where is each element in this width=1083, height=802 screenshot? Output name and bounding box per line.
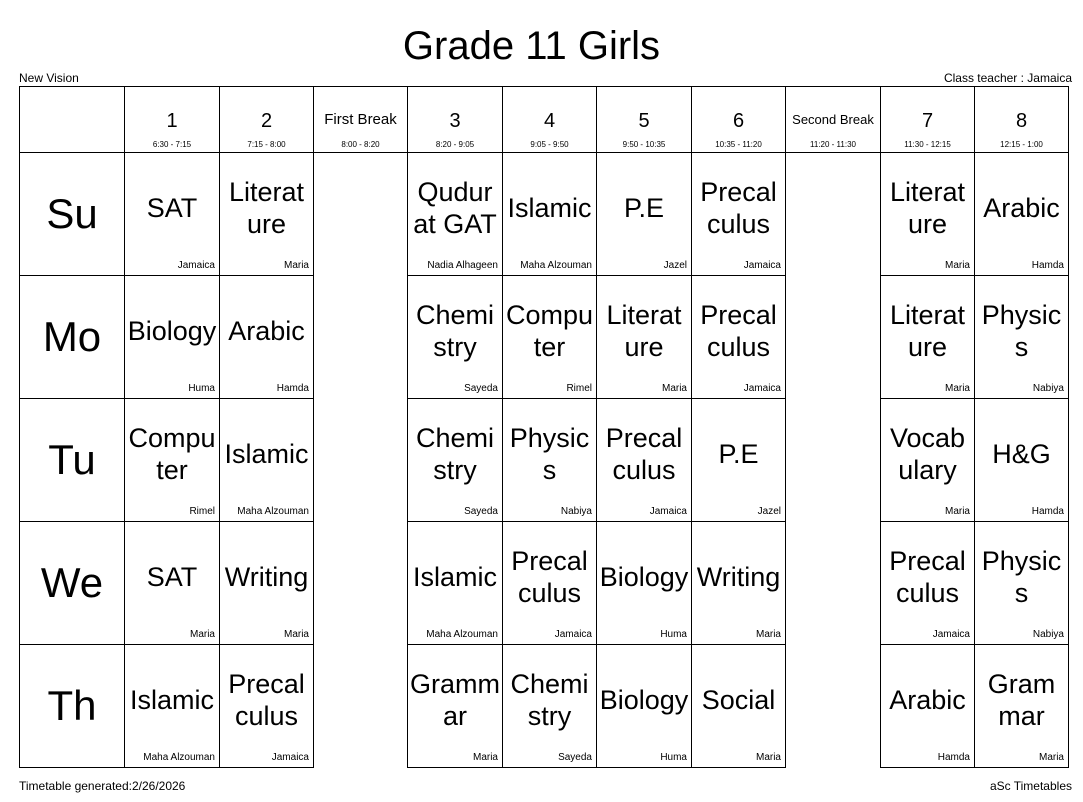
subject-name: Vocabulary: [889, 423, 966, 485]
subject-name: SAT: [146, 562, 198, 592]
lesson-cell: [881, 399, 975, 522]
lesson-cell: [503, 522, 597, 645]
lesson-cell: [220, 153, 314, 276]
subject-name: Literature: [606, 300, 682, 362]
lesson-cell: [408, 645, 503, 768]
subject-name: Qudurat GAT: [413, 177, 497, 239]
subject-name: Islamic: [129, 685, 214, 715]
brand-label: aSc Timetables: [989, 779, 1072, 793]
period-number: 4: [543, 110, 556, 132]
subject-name: Precalculus: [228, 669, 305, 731]
subject-name: P.E: [623, 193, 665, 223]
teacher-name: Maria: [189, 629, 215, 640]
break-cell: [314, 522, 408, 645]
teacher-name: Nabiya: [1032, 383, 1064, 394]
subject-name: Literature: [889, 177, 966, 239]
break-cell: [314, 645, 408, 768]
lesson-cell: [692, 399, 786, 522]
lesson-cell: [597, 153, 692, 276]
lesson-cell: [881, 645, 975, 768]
subject-name: Islamic: [507, 193, 592, 223]
period-header: [692, 87, 786, 153]
period-time: 7:15 - 8:00: [247, 140, 286, 149]
lesson-cell: [692, 522, 786, 645]
teacher-name: Nabiya: [1032, 629, 1064, 640]
day-label: Tu: [20, 399, 125, 522]
subject-name: Writing: [696, 562, 781, 592]
lesson-cell: [408, 276, 503, 399]
lesson-cell: [975, 153, 1069, 276]
teacher-name: Huma: [188, 383, 215, 394]
teacher-name: Jazel: [663, 260, 687, 271]
teacher-name: Maria: [283, 260, 309, 271]
period-time: 11:30 - 12:15: [904, 140, 951, 149]
period-number: 3: [449, 110, 461, 132]
subject-name: Grammar: [410, 669, 500, 731]
teacher-name: Jazel: [757, 506, 781, 517]
subject-name: Chemistry: [415, 300, 495, 362]
lesson-cell: [220, 276, 314, 399]
subject-name: Islamic: [224, 439, 309, 469]
break-header: [314, 87, 408, 153]
lesson-cell: [597, 645, 692, 768]
day-label: Mo: [20, 276, 125, 399]
day-row: [20, 399, 1069, 522]
teacher-name: Huma: [660, 629, 687, 640]
period-number: 1: [166, 110, 178, 132]
break-cell: [786, 522, 881, 645]
teacher-name: Jamaica: [932, 629, 970, 640]
subject-name: Physics: [509, 423, 590, 485]
subject-name: Precalculus: [700, 177, 777, 239]
subject-name: Precalculus: [511, 546, 588, 608]
teacher-name: Maria: [283, 629, 309, 640]
class-teacher-label: Class teacher : Jamaica: [943, 71, 1072, 85]
period-header: [408, 87, 503, 153]
teacher-name: Jamaica: [554, 629, 592, 640]
lesson-cell: [408, 399, 503, 522]
teacher-name: Hamda: [276, 383, 309, 394]
teacher-name: Sayeda: [464, 506, 498, 517]
break-cell: [786, 399, 881, 522]
lesson-cell: [503, 399, 597, 522]
subject-name: Arabic: [983, 193, 1060, 223]
teacher-name: Hamda: [937, 752, 970, 763]
period-time: 8:00 - 8:20: [341, 140, 380, 149]
teacher-name: Maria: [661, 383, 687, 394]
lesson-cell: [125, 645, 220, 768]
subject-name: Literature: [228, 177, 305, 239]
period-time: 9:50 - 10:35: [622, 140, 666, 149]
period-time: 6:30 - 7:15: [152, 140, 192, 149]
teacher-name: Rimel: [566, 383, 592, 394]
teacher-name: Maria: [755, 629, 781, 640]
teacher-name: Hamda: [1031, 260, 1064, 271]
subject-name: Physics: [981, 300, 1062, 362]
break-cell: [314, 153, 408, 276]
day-label: Th: [20, 645, 125, 768]
teacher-name: Maria: [944, 260, 970, 271]
subject-name: Literature: [889, 300, 966, 362]
header-row: [20, 87, 1069, 153]
subject-name: H&G: [992, 439, 1051, 469]
period-header: [220, 87, 314, 153]
teacher-name: Hamda: [1031, 506, 1064, 517]
day-row: [20, 276, 1069, 399]
teacher-name: Rimel: [189, 506, 215, 517]
teacher-name: Maria: [472, 752, 498, 763]
break-header: [786, 87, 881, 153]
subject-name: Arabic: [228, 316, 305, 346]
teacher-name: Jamaica: [177, 260, 215, 271]
subject-name: Writing: [224, 562, 309, 592]
period-header: [975, 87, 1069, 153]
teacher-name: Maria: [944, 383, 970, 394]
page-title: Grade 11 Girls: [402, 24, 661, 68]
lesson-cell: [975, 522, 1069, 645]
teacher-name: Jamaica: [649, 506, 687, 517]
subject-name: Islamic: [412, 562, 497, 592]
teacher-name: Jamaica: [271, 752, 309, 763]
lesson-cell: [220, 522, 314, 645]
teacher-name: Nadia Alhageen: [427, 260, 498, 271]
subject-name: Biology: [127, 316, 217, 346]
teacher-name: Maria: [944, 506, 970, 517]
period-time: 12:15 - 1:00: [1000, 140, 1043, 149]
teacher-name: Sayeda: [558, 752, 592, 763]
teacher-name: Maha Alzouman: [237, 506, 309, 517]
period-number: 7: [921, 110, 934, 132]
lesson-cell: [125, 276, 220, 399]
break-cell: [786, 645, 881, 768]
lesson-cell: [692, 645, 786, 768]
lesson-cell: [503, 153, 597, 276]
subject-name: Physics: [981, 546, 1062, 608]
lesson-cell: [975, 399, 1069, 522]
lesson-cell: [975, 276, 1069, 399]
lesson-cell: [881, 276, 975, 399]
period-header: [597, 87, 692, 153]
subject-name: Computer: [128, 423, 216, 485]
teacher-name: Maha Alzouman: [520, 260, 592, 271]
period-header: [503, 87, 597, 153]
period-header: [881, 87, 975, 153]
period-time: 9:05 - 9:50: [530, 140, 569, 149]
period-number: 8: [1015, 110, 1028, 132]
lesson-cell: [125, 522, 220, 645]
lesson-cell: [975, 645, 1069, 768]
lesson-cell: [881, 522, 975, 645]
day-row: [20, 153, 1069, 276]
timetable-grid: [19, 86, 1069, 768]
subject-name: Biology: [599, 562, 689, 592]
break-label: First Break: [324, 111, 397, 128]
lesson-cell: [597, 522, 692, 645]
period-time: 11:20 - 11:30: [810, 140, 856, 149]
period-number: 2: [260, 110, 273, 132]
lesson-cell: [503, 276, 597, 399]
period-time: 10:35 - 11:20: [715, 140, 762, 149]
lesson-cell: [503, 645, 597, 768]
generated-date: Timetable generated:2/26/2026: [19, 779, 186, 793]
lesson-cell: [597, 276, 692, 399]
lesson-cell: [692, 276, 786, 399]
break-cell: [786, 153, 881, 276]
day-row: [20, 522, 1069, 645]
teacher-name: Nabiya: [560, 506, 592, 517]
subject-name: Precalculus: [700, 300, 777, 362]
subject-name: Precalculus: [605, 423, 683, 485]
period-header: [125, 87, 220, 153]
lesson-cell: [125, 153, 220, 276]
lesson-cell: [692, 153, 786, 276]
subject-name: Chemistry: [415, 423, 495, 485]
break-cell: [314, 276, 408, 399]
corner-cell: [20, 87, 125, 153]
subject-name: Precalculus: [889, 546, 966, 608]
subject-name: Grammar: [987, 669, 1056, 731]
subject-name: Arabic: [889, 685, 966, 715]
subject-name: Chemistry: [510, 669, 589, 731]
teacher-name: Maha Alzouman: [143, 752, 215, 763]
subject-name: Computer: [505, 300, 594, 362]
break-cell: [786, 276, 881, 399]
period-time: 8:20 - 9:05: [435, 140, 475, 149]
day-label: We: [20, 522, 125, 645]
teacher-name: Maha Alzouman: [426, 629, 498, 640]
teacher-name: Maria: [1038, 752, 1064, 763]
subject-name: SAT: [146, 193, 198, 223]
lesson-cell: [220, 399, 314, 522]
break-label: Second Break: [792, 112, 874, 127]
period-number: 6: [732, 110, 745, 132]
subject-name: P.E: [718, 439, 759, 469]
period-number: 5: [638, 110, 650, 132]
lesson-cell: [125, 399, 220, 522]
subject-name: Biology: [599, 685, 689, 715]
lesson-cell: [881, 153, 975, 276]
teacher-name: Sayeda: [464, 383, 498, 394]
lesson-cell: [408, 153, 503, 276]
subject-name: Social: [701, 685, 776, 715]
day-label: Su: [20, 153, 125, 276]
school-name: New Vision: [19, 71, 79, 85]
day-row: [20, 645, 1069, 768]
lesson-cell: [597, 399, 692, 522]
teacher-name: Jamaica: [743, 383, 781, 394]
teacher-name: Maria: [755, 752, 781, 763]
teacher-name: Jamaica: [743, 260, 781, 271]
lesson-cell: [220, 645, 314, 768]
lesson-cell: [408, 522, 503, 645]
break-cell: [314, 399, 408, 522]
teacher-name: Huma: [660, 752, 687, 763]
